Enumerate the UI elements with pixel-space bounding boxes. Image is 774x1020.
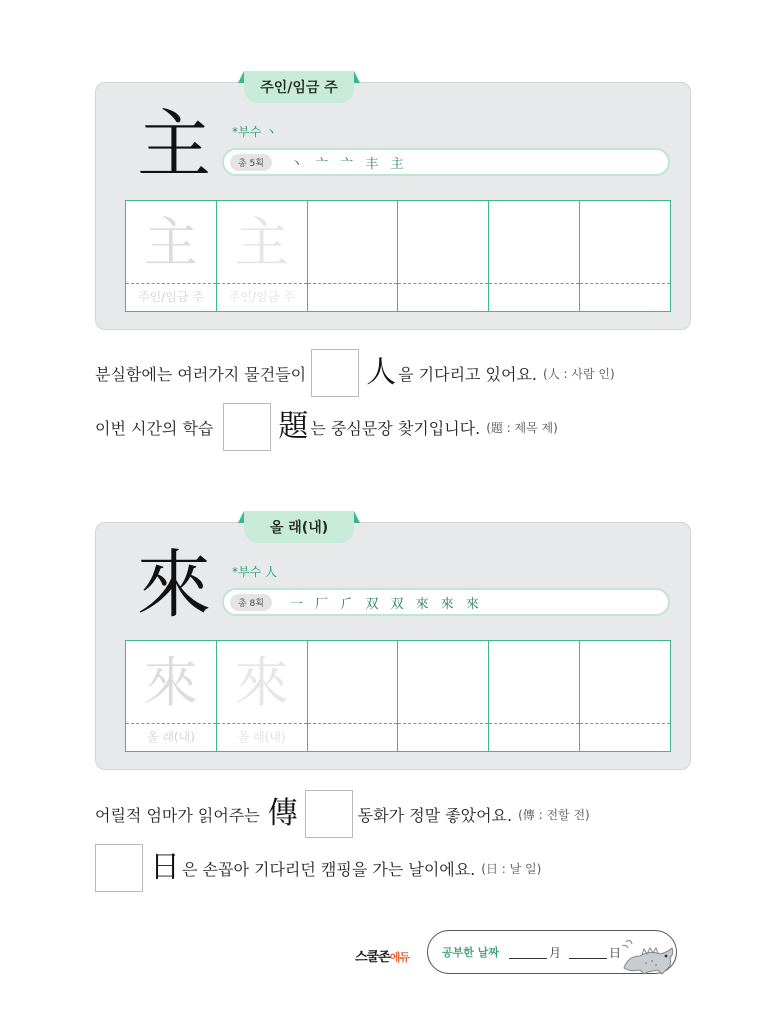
- sentence-1: [95, 349, 615, 397]
- writing-cell[interactable]: [489, 641, 580, 751]
- trace-cell[interactable]: [126, 201, 217, 311]
- hanja-gloss: (人 : 사람 인): [543, 366, 615, 381]
- trace-hanja: 主: [234, 211, 289, 274]
- hanja-card-2: [95, 522, 691, 770]
- sentence-4: [95, 844, 541, 892]
- main-hanja: 來: [137, 542, 211, 628]
- trace-hanja: 主: [143, 211, 198, 274]
- day-input-line[interactable]: [569, 946, 607, 959]
- dinosaur-mascot-icon: [620, 936, 676, 976]
- stroke-order-bar: [222, 148, 670, 176]
- stroke-count-badge: 총 5획: [230, 154, 272, 171]
- sentence-2: [95, 403, 558, 451]
- sentence-text-before: 분실함에는 여러가지 물건들이: [95, 364, 307, 384]
- writing-grid: [125, 200, 671, 312]
- answer-blank[interactable]: [305, 790, 353, 838]
- answer-blank[interactable]: [223, 403, 271, 451]
- stroke-order-sequence: 丶 亠 亠 丰 主: [289, 156, 408, 172]
- writing-cell[interactable]: [398, 641, 489, 751]
- hanja-gloss: (日 : 날 일): [481, 861, 542, 876]
- writing-grid: [125, 640, 671, 752]
- radical-label: *부수 人: [232, 565, 277, 579]
- month-label: 月: [548, 945, 561, 960]
- sentence-text-before: 어릴적 엄마가 읽어주는: [95, 805, 260, 825]
- publisher-logo: [355, 946, 409, 965]
- sentence-hanja: 人: [366, 355, 397, 390]
- month-input-line[interactable]: [509, 946, 547, 959]
- stroke-count-badge: 총 8획: [230, 594, 272, 611]
- trace-label: 올 래(내): [237, 730, 286, 744]
- hanja-gloss: (題 : 제목 제): [486, 420, 558, 435]
- answer-blank[interactable]: [95, 844, 143, 892]
- trace-cell[interactable]: [217, 201, 308, 311]
- date-label: 공부한 날짜: [442, 946, 499, 959]
- stroke-order-bar: [222, 588, 670, 616]
- logo-text: 스쿨존: [355, 950, 390, 965]
- sentence-text-after: 는 중심문장 찾기입니다.: [310, 418, 481, 438]
- trace-hanja: 來: [143, 651, 198, 714]
- answer-blank[interactable]: [311, 349, 359, 397]
- writing-cell[interactable]: [308, 201, 399, 311]
- writing-cell[interactable]: [489, 201, 580, 311]
- sentence-text-after: 은 손꼽아 기다리던 캠핑을 가는 날이에요.: [182, 859, 476, 879]
- writing-cell[interactable]: [308, 641, 399, 751]
- trace-hanja: 來: [234, 651, 289, 714]
- sentence-text-after: 동화가 정말 좋았어요.: [357, 805, 513, 825]
- hanja-card-1: [95, 82, 691, 330]
- trace-label: 주인/임금 주: [228, 290, 295, 304]
- day-label: 日: [608, 945, 621, 960]
- sentence-hanja: 傳: [267, 796, 298, 831]
- radical-label: *부수 丶: [232, 125, 277, 139]
- trace-label: 올 래(내): [146, 730, 195, 744]
- trace-cell[interactable]: [126, 641, 217, 751]
- trace-cell[interactable]: [217, 641, 308, 751]
- sentence-hanja: 題: [278, 409, 309, 444]
- main-hanja: 主: [137, 102, 211, 188]
- sentence-hanja: 日: [150, 850, 180, 885]
- hanja-gloss: (傳 : 전할 전): [518, 807, 590, 822]
- writing-cell[interactable]: [580, 641, 670, 751]
- sentence-3: [95, 790, 590, 838]
- stroke-order-sequence: 一 厂 ⺁ 双 双 來 來 來: [289, 596, 483, 612]
- writing-cell[interactable]: [580, 201, 670, 311]
- card-tab-meaning: 올 래(내): [244, 511, 354, 543]
- sentence-text-before: 이번 시간의 학습: [95, 418, 214, 438]
- logo-edu-text: 에듀: [389, 951, 409, 964]
- sentence-text-after: 을 기다리고 있어요.: [398, 364, 538, 384]
- writing-cell[interactable]: [398, 201, 489, 311]
- trace-label: 주인/임금 주: [138, 290, 204, 304]
- card-tab-meaning: 주인/임금 주: [244, 71, 354, 103]
